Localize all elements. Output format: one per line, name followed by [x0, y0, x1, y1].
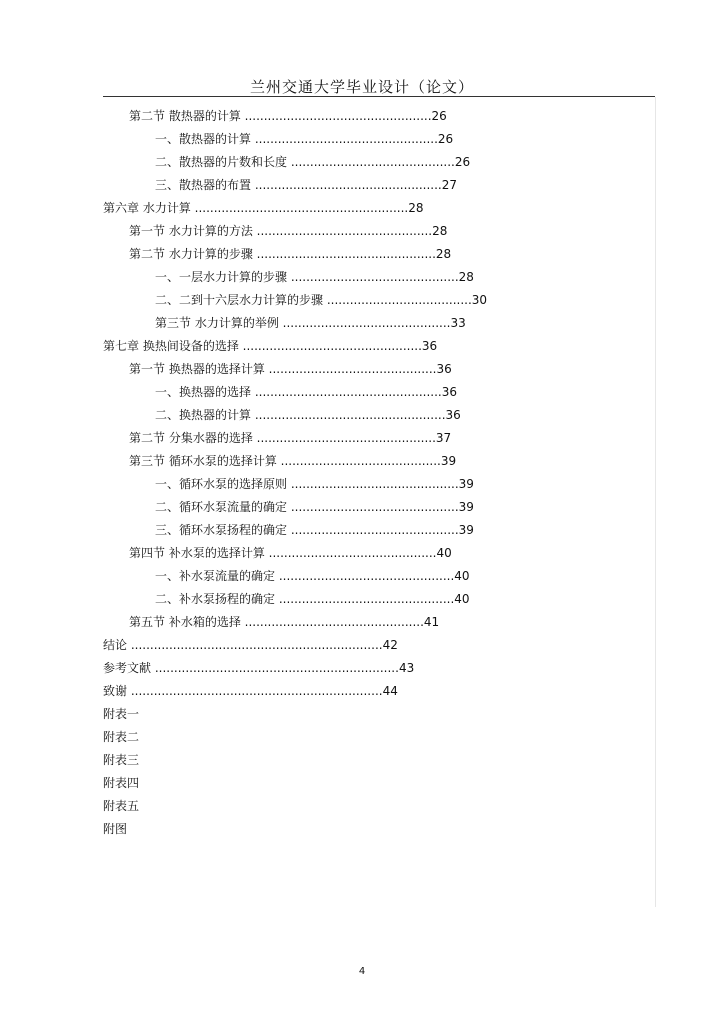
toc-entry: 附表四 [103, 776, 140, 790]
toc-entry: 一、散热器的计算 ................................................26 [155, 132, 454, 146]
toc-entry: 二、补水泵扬程的确定 ..............................................40 [155, 592, 470, 606]
toc-entry: 第四节 补水泵的选择计算 ............................................40 [129, 546, 452, 560]
toc-entry: 结论 ..................................................................42 [103, 638, 398, 652]
toc-entry: 第三节 循环水泵的选择计算 ..........................................39 [129, 454, 457, 468]
toc-entry: 致谢 ..................................................................44 [103, 684, 398, 698]
toc-entry: 一、循环水泵的选择原则 ............................................39 [155, 477, 474, 491]
toc-entry: 第五节 补水箱的选择 ...............................................41 [129, 615, 440, 629]
toc-entry: 第一节 换热器的选择计算 ............................................36 [129, 362, 452, 376]
toc-entry: 附表五 [103, 799, 140, 813]
toc-entry: 二、换热器的计算 ..................................................36 [155, 408, 461, 422]
toc-entry: 第一节 水力计算的方法 ..............................................28 [129, 224, 448, 238]
toc-entry: 二、循环水泵流量的确定 ............................................39 [155, 500, 474, 514]
toc-entry: 一、一层水力计算的步骤 ............................................28 [155, 270, 474, 284]
toc-entry: 附表一 [103, 707, 140, 721]
toc-entry: 附表二 [103, 730, 140, 744]
toc-entry: 第二节 水力计算的步骤 ...............................................28 [129, 247, 452, 261]
toc-entry: 附图 [103, 822, 128, 836]
toc-entry: 一、换热器的选择 .................................................36 [155, 385, 457, 399]
toc-entry: 第六章 水力计算 ........................................................28 [103, 201, 424, 215]
toc-entry: 三、循环水泵扬程的确定 ............................................39 [155, 523, 474, 537]
page-edge-line [655, 97, 656, 907]
toc-entry: 参考文献 ................................................................43 [103, 661, 415, 675]
header-divider [103, 96, 655, 97]
toc-entry: 附表三 [103, 753, 140, 767]
toc-entry: 第三节 水力计算的举例 ............................................33 [155, 316, 466, 330]
toc-entry: 三、散热器的布置 .................................................27 [155, 178, 457, 192]
toc-entry: 第二节 分集水器的选择 ...............................................37 [129, 431, 452, 445]
page-header-title: 兰州交通大学毕业设计（论文） [249, 78, 474, 96]
toc-entry: 二、二到十六层水力计算的步骤 ......................................30 [155, 293, 488, 307]
toc-entry: 第七章 换热间设备的选择 ...............................................36 [103, 339, 438, 353]
toc-entry: 第二节 散热器的计算 .................................................26 [129, 109, 447, 123]
page-number: 4 [358, 966, 366, 977]
toc-entry: 二、散热器的片数和长度 ...........................................26 [155, 155, 471, 169]
toc-entry: 一、补水泵流量的确定 ..............................................40 [155, 569, 470, 583]
